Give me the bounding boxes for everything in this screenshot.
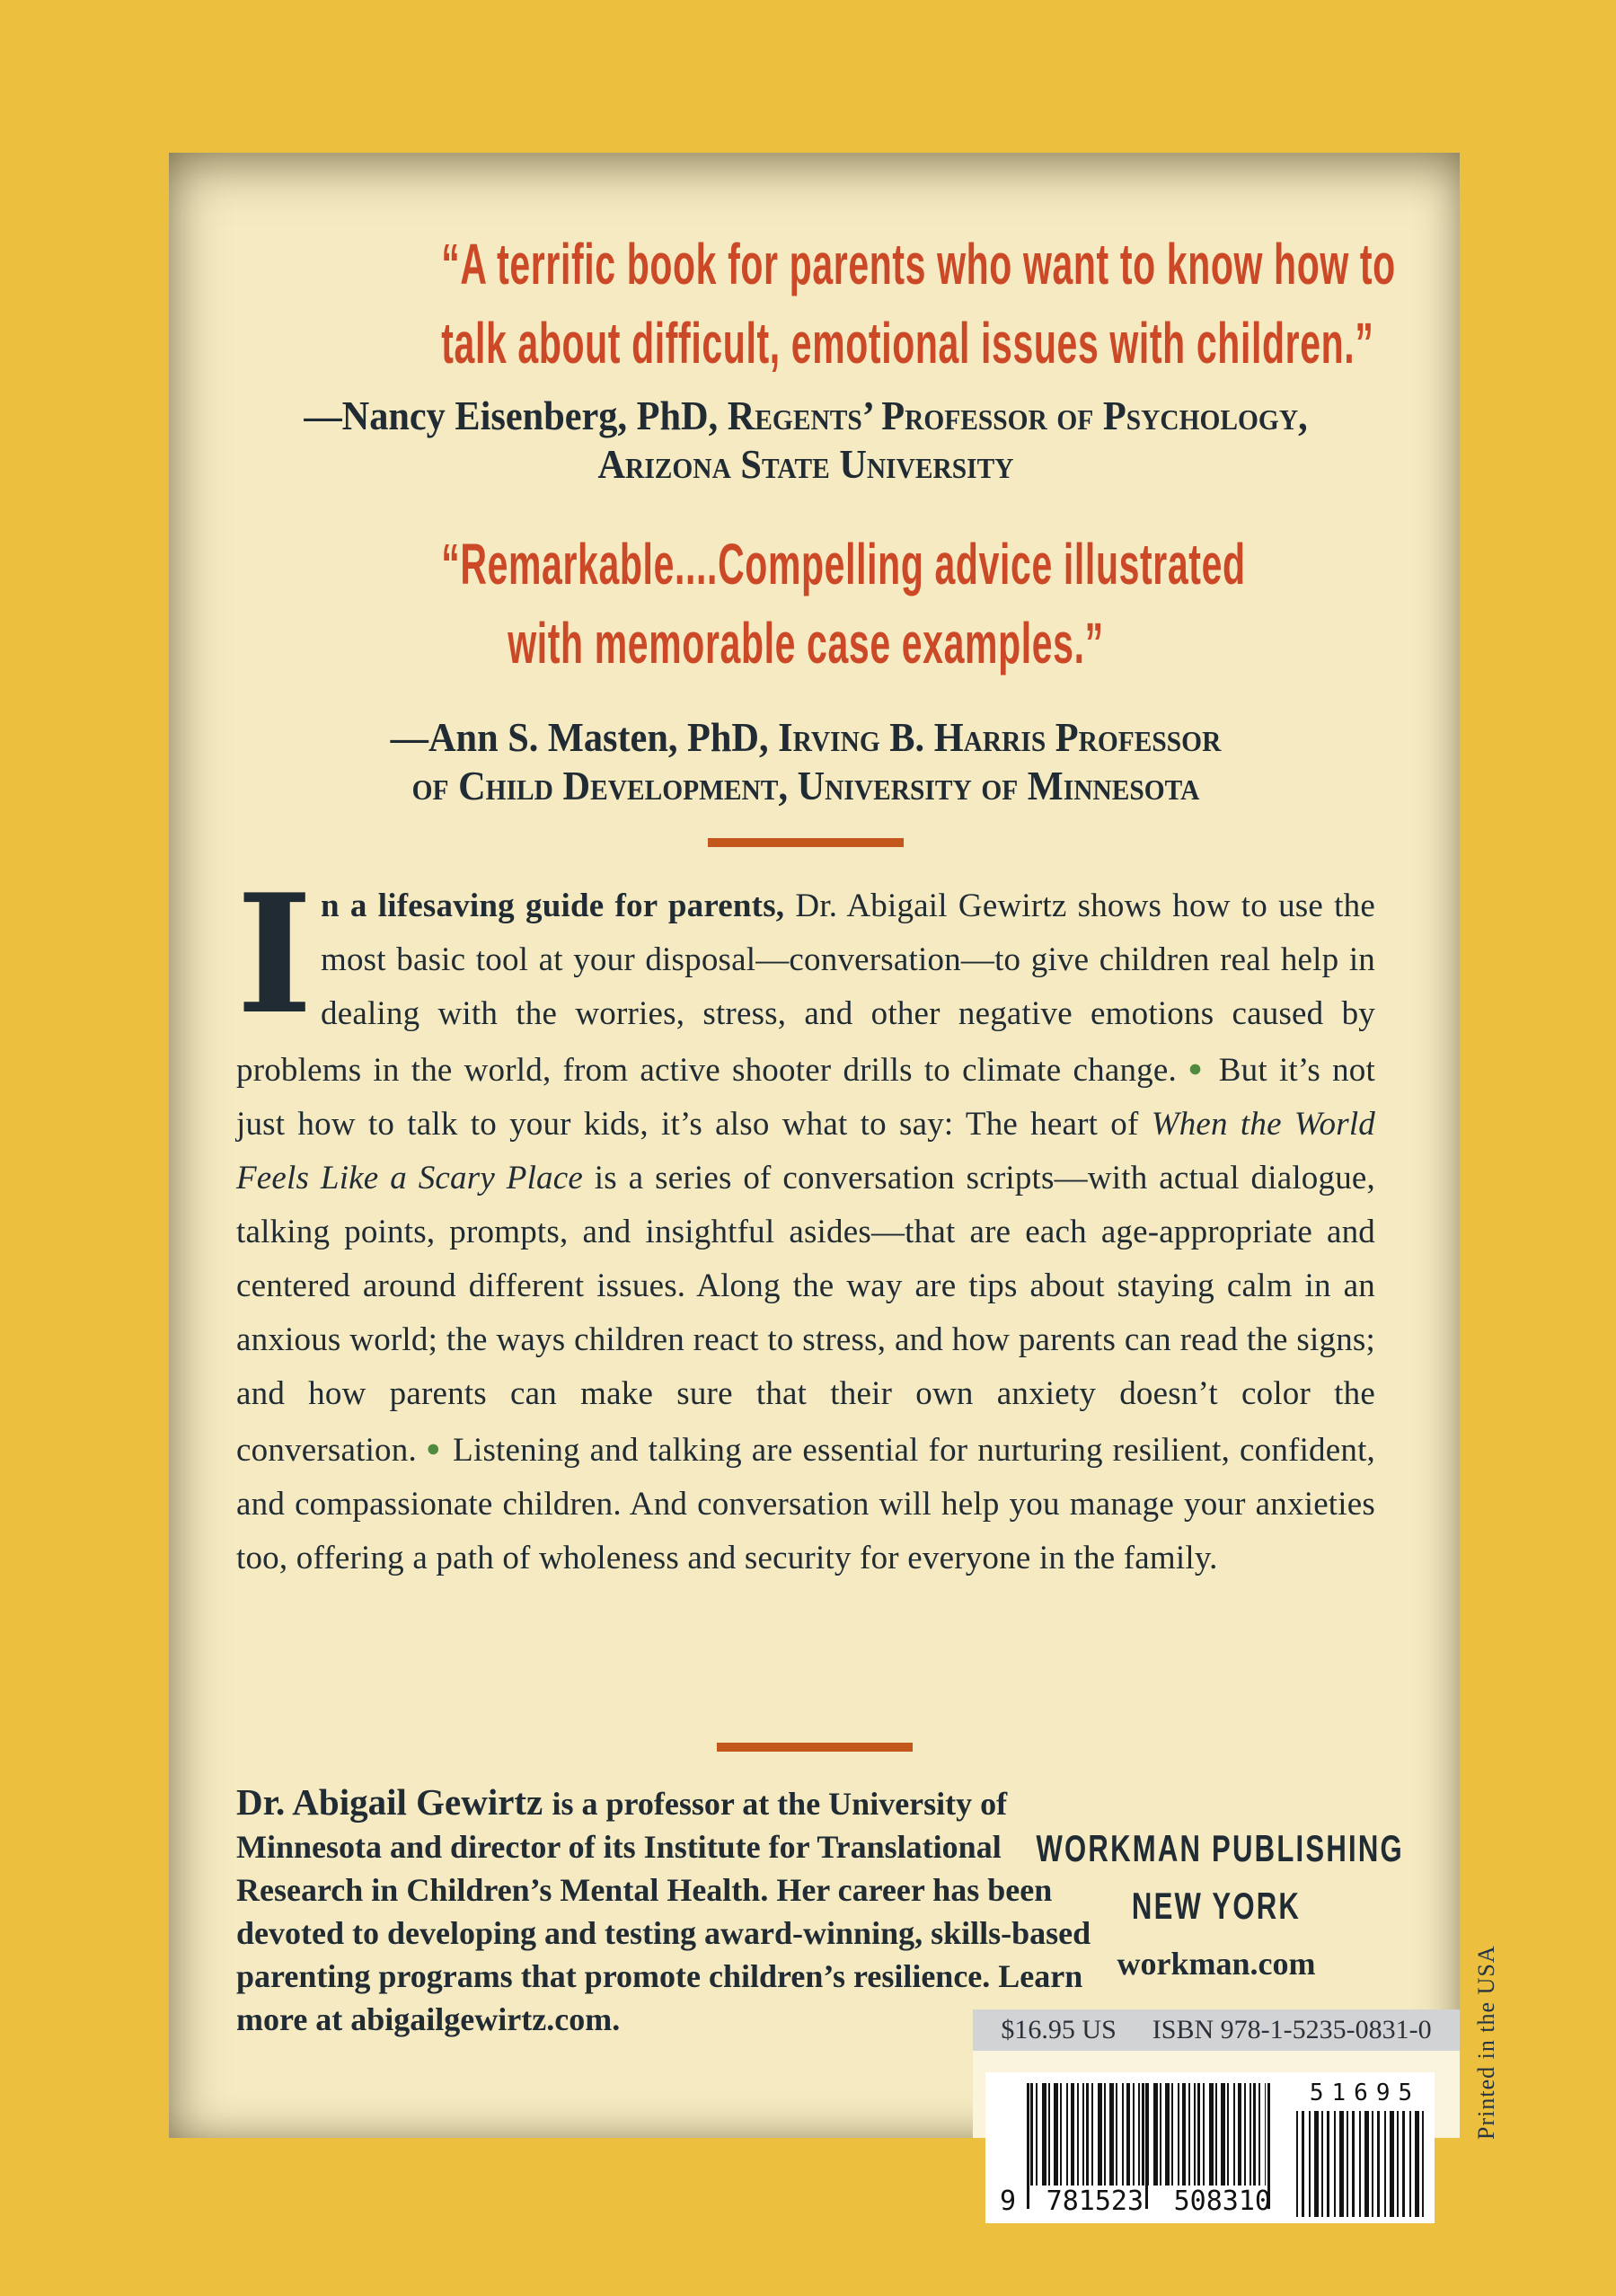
price-label: $16.95 US (1001, 2015, 1117, 2044)
quote-2-attribution-line1 (282, 713, 1330, 762)
quote-2 (236, 525, 1375, 683)
publisher-name: WORKMAN PUBLISHING (1036, 1827, 1404, 1869)
divider-top (708, 838, 904, 847)
quote-2-attribution (236, 713, 1375, 810)
quote-1-attribution-line2: Arizona State University (597, 441, 1014, 487)
attribution-title: Irving B. Harris Professor (778, 714, 1222, 760)
quote-2-lines: “Remarkable....Compelling advice illustrated with memorable case examples.” (441, 532, 1246, 676)
publisher-city: NEW YORK (1131, 1885, 1302, 1927)
barcode-digit-group1: 781523 (1046, 2186, 1144, 2217)
barcode-bars-icon (1030, 2083, 1266, 2186)
quote-1 (236, 225, 1396, 383)
cover-panel (169, 153, 1460, 2217)
publisher-website: workman.com (1117, 1946, 1316, 1982)
barcode-supplement-digits: 51695 (1309, 2080, 1421, 2106)
quote-1-lines: “A terrific book for parents who want to know how to talk about difficult, emotional issues with children.” (441, 232, 1396, 375)
printed-in-usa-note: Printed in the USA (1473, 1945, 1499, 2140)
quote-1-attribution-line1 (282, 392, 1330, 440)
quote-1-attribution (236, 392, 1375, 489)
barcode (985, 2072, 1435, 2223)
barcode-supplement (1296, 2080, 1426, 2217)
attribution-name: —Ann S. Masten, PhD, (390, 714, 779, 760)
barcode-digit-group2: 508310 (1173, 2186, 1271, 2217)
price-strip (973, 2009, 1460, 2051)
isbn-label: ISBN 978-1-5235-0831-0 (1152, 2015, 1432, 2044)
quote-2-attribution-line2: of Child Development, University of Minnesota (411, 763, 1200, 808)
attribution-title: Regents’ Professor of Psychology, (727, 393, 1308, 438)
barcode-area (973, 2009, 1460, 2217)
publisher-block (973, 1820, 1460, 1989)
barcode-digits (1000, 2186, 1271, 2217)
book-description: In a lifesaving guide for parents, Dr. Abigail Gewirtz shows how to use the most basic tool at your disposal—conversation—to give children real help in dealing with the worries, stress, and other negative emotions caused by problems in the world, from active shooter drills to climate change. ● But it’s not just how to talk to your kids, it’s also what to say: The heart of When the World Feels Like a Scary Place is a series of conversation scripts—with actual dialogue, talking points, prompts, and insightful asides—that are each age-appropriate and centered around different issues. Along the way are tips about staying calm in an anxious world; the ways children react to stress, and how parents can read the signs; and how parents can make sure that their own anxiety doesn’t color the conversation. ● Listening and talking are essential for nurturing resilient, confident, and compassionate children. And conversation will help you manage your anxieties too, offering a path of wholeness and security for everyone in the family. (236, 858, 1375, 1576)
attribution-name: —Nancy Eisenberg, PhD, (304, 393, 728, 438)
divider-bottom (717, 1743, 913, 1752)
barcode-supplement-bars-icon (1296, 2111, 1426, 2217)
barcode-digit-left: 9 (1000, 2186, 1017, 2217)
cover-content (169, 153, 1460, 1585)
author-bio: Dr. Abigail Gewirtz is a professor at the University of Minnesota and director of its Institute for Translational Research in Children’s Mental Health. Her career has been devoted to developing and testing award-winning, skills-based parenting programs that promote children’s resilience. Learn more at abigailgewirtz.com. (236, 1781, 1091, 2037)
